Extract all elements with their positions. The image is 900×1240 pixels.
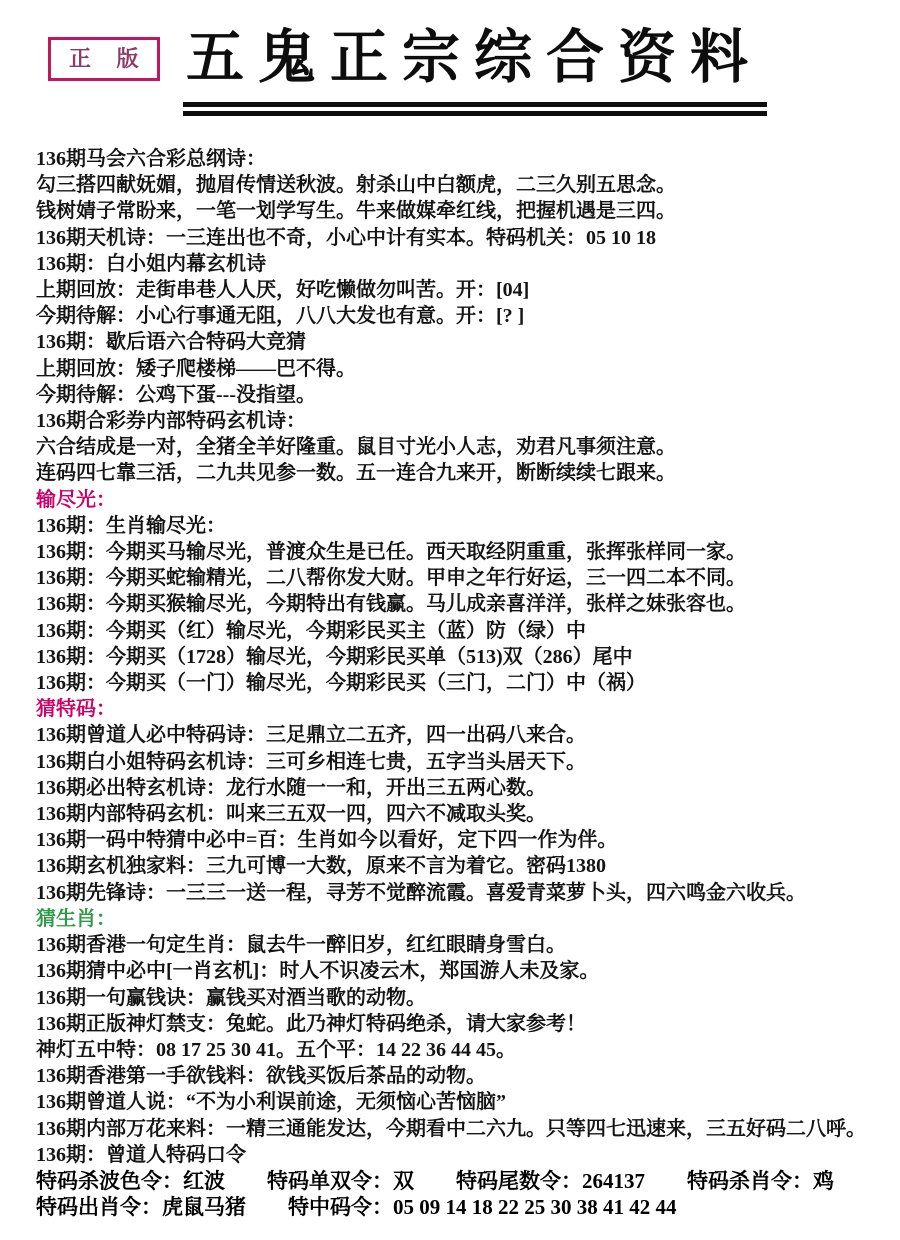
text-line: 136期：今期买（1728）输尽光，今期彩民买单（513)双（286）尾中 <box>36 645 633 668</box>
text-line: 136期：今期买马输尽光，普渡众生是已任。西天取经阴重重，张挥张样同一家。 <box>36 541 746 564</box>
text-line: 特码出肖令：虎鼠马猪 特中码令：05 09 14 18 22 25 30 38 41 42 44 <box>36 1195 677 1220</box>
text-line: 136期正版神灯禁支：兔蛇。此乃神灯特码绝杀，请大家参考！ <box>36 1012 586 1035</box>
text-line: 勾三搭四献妩媚，抛眉传情送秋波。射杀山中白额虎，二三久别五思念。 <box>36 174 676 197</box>
text-line: 136期：歇后语六合特码大竞猜 <box>36 331 306 354</box>
content-lines <box>0 120 900 1220</box>
text-line: 136期：今期买猴输尽光，今期特出有钱赢。马儿成亲喜洋洋，张样之妹张容也。 <box>36 593 746 616</box>
title-double-underline <box>183 102 767 116</box>
text-line: 136期香港第一手欲钱料：欲钱买饭后茶品的动物。 <box>36 1065 486 1088</box>
text-line: 今期待解：小心行事通无阻，八八大发也有意。开：[? ] <box>36 305 525 328</box>
text-line: 136期白小姐特码玄机诗：三可乡相连七贵，五字当头居天下。 <box>36 750 586 773</box>
text-line: 136期合彩券内部特码玄机诗： <box>36 410 306 433</box>
text-line: 136期马会六合彩总纲诗： <box>36 148 266 170</box>
text-line: 今期待解：公鸡下蛋---没指望。 <box>36 383 316 406</box>
section-header: 猜生肖： <box>36 907 116 930</box>
text-line: 特码杀波色令：红波 特码单双令：双 特码尾数令：264137 特码杀肖令：鸡 <box>36 1168 834 1193</box>
section-header: 猜特码： <box>36 698 116 721</box>
text-line: 上期回放：矮子爬楼梯——巴不得。 <box>36 357 356 380</box>
text-line: 136期一句赢钱诀：赢钱买对酒当歌的动物。 <box>36 986 426 1009</box>
text-line: 六合结成是一对，全猪全羊好隆重。鼠目寸光小人志，劝君凡事须注意。 <box>36 436 676 459</box>
text-line: 136期：生肖输尽光： <box>36 514 226 537</box>
text-line: 136期曾道人说：“不为小利误前途，无须恼心苦恼脑” <box>36 1091 506 1114</box>
text-line: 连码四七靠三活，二九共见参一数。五一连合九来开，断断续续七跟来。 <box>36 462 676 485</box>
text-line: 上期回放：走街串巷人人厌，好吃懒做勿叫苦。开：[04] <box>36 279 530 302</box>
text-line: 136期必出特玄机诗：龙行水随一一和，开出三五两心数。 <box>36 776 546 799</box>
text-line: 136期内部万花来料：一精三通能发达，今期看中二六九。只等四七迅速来，三五好码二八呼。 <box>36 1117 866 1140</box>
text-line: 钱树婧子常盼来，一笔一划学写生。牛来做媒牵红线，把握机遇是三四。 <box>36 200 676 223</box>
text-line: 136期：今期买（一门）输尽光，今期彩民买（三门，二门）中（祸） <box>36 672 646 695</box>
text-line: 136期：曾道人特码口令 <box>36 1143 246 1166</box>
text-line: 136期：今期买蛇输精光，二八帮你发大财。甲申之年行好运，三一四二本不同。 <box>36 567 746 590</box>
authentic-badge: 正 版 <box>48 37 160 81</box>
page-title: 五鬼正宗综合资料 <box>186 25 763 90</box>
text-line: 136期先锋诗：一三三一送一程，寻芳不觉醉流霞。喜爱青菜萝卜头，四六鸣金六收兵。 <box>36 881 806 904</box>
text-line: 136期内部特码玄机：叫来三五双一四，四六不减取头奖。 <box>36 803 546 826</box>
text-line: 神灯五中特：08 17 25 30 41。五个平：14 22 36 44 45。 <box>36 1038 516 1061</box>
text-line: 136期香港一句定生肖：鼠去牛一醉旧岁，红红眼睛身雪白。 <box>36 934 566 957</box>
page-header <box>0 0 900 120</box>
text-line: 136期：白小姐内幕玄机诗 <box>36 252 266 275</box>
text-line: 136期猜中必中[一肖玄机]：时人不识凌云木，郑国游人未及家。 <box>36 960 600 983</box>
text-line: 136期一码中特猜中必中=百：生肖如今以看好，定下四一作为伴。 <box>36 829 618 852</box>
text-line: 136期：今期买（红）输尽光，今期彩民买主（蓝）防（绿）中 <box>36 619 586 642</box>
section-header: 输尽光： <box>36 488 116 511</box>
text-line: 136期天机诗：一三连出也不奇，小心中计有实本。特码机关：05 10 18 <box>36 226 656 249</box>
text-line: 136期玄机独家料：三九可博一大数，原来不言为着它。密码1380 <box>36 855 606 878</box>
text-line: 136期曾道人必中特码诗：三足鼎立二五齐，四一出码八来合。 <box>36 724 586 747</box>
